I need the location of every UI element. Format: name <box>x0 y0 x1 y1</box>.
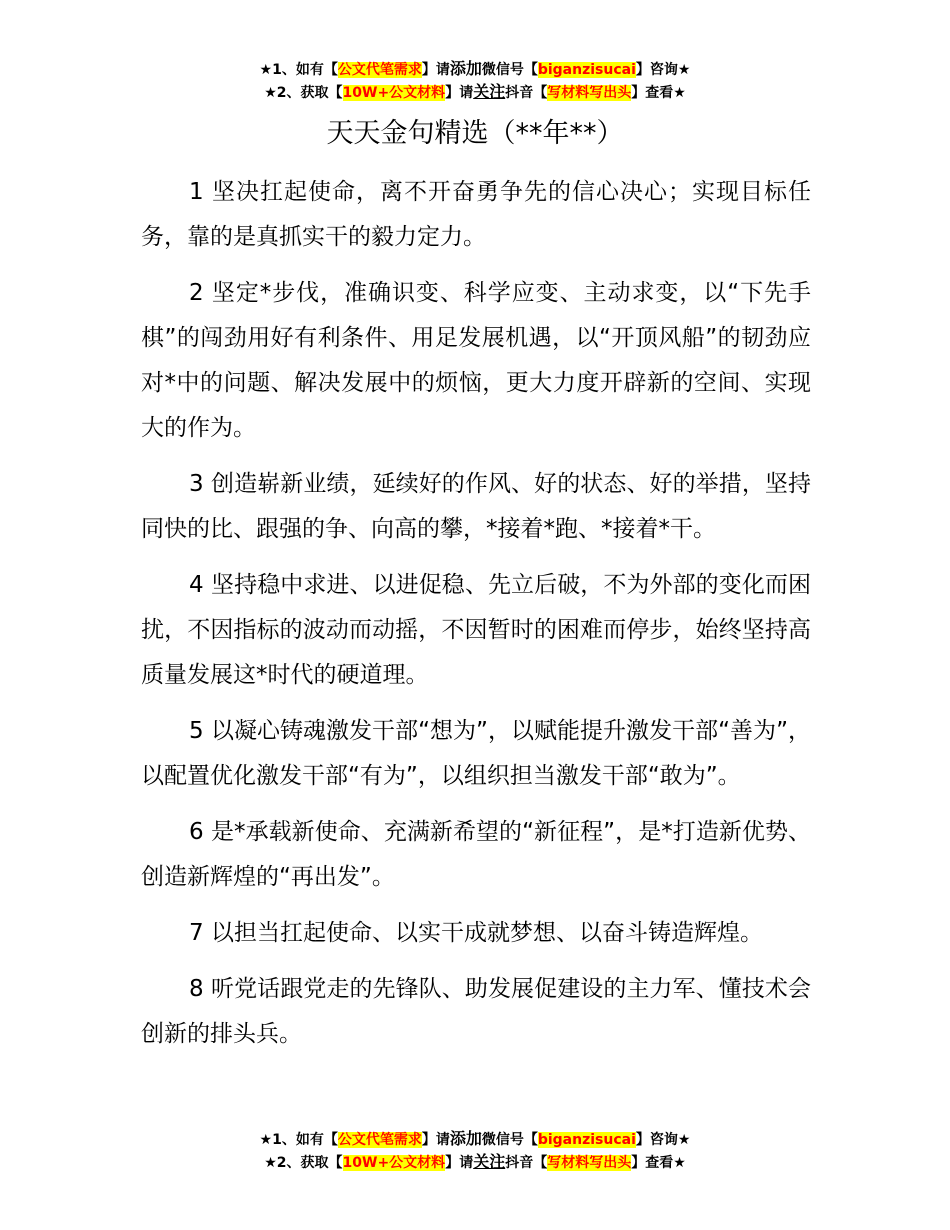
ad-line-2-bracket-right: 】 <box>445 85 460 101</box>
footer-ad-line-1-text: 请 <box>435 1132 450 1148</box>
document-body <box>141 170 811 1068</box>
paragraph-3: 3 创造崭新业绩，延续好的作风、好的状态、好的举措，坚持同快的比、跟强的争、向高的攀，*接着*跑、*接着*干。 <box>141 471 811 542</box>
ad-line-2-bracket-left-2: 【 <box>533 85 548 101</box>
footer-ad-line-1-highlight-service: 公文代笔需求 <box>337 1132 422 1148</box>
ad-line-2-bracket-left: 【 <box>328 85 343 101</box>
footer-ad-line-1 <box>0 1128 950 1151</box>
ad-line-1-bracket-right: 】 <box>421 62 436 78</box>
footer-ad-line-2 <box>0 1151 950 1174</box>
paragraph-2: 2 坚定*步伐，准确识变、科学应变、主动求变，以“下先手棋”的闯劲用好有利条件、用足发展机遇，以“开顶风船”的韧劲应对*中的问题、解决发展中的烦恼，更大力度开辟新的空间、实现大的作为。 <box>141 280 811 441</box>
footer-ad-line-2-emphasis: 关注 <box>473 1152 506 1171</box>
paragraph-7: 7 以担当扛起使命、以实干成就梦想、以奋斗铸造辉煌。 <box>189 920 763 946</box>
footer-ad-line-2-prefix: ★2、获取 <box>264 1155 329 1171</box>
ad-line-2 <box>0 81 950 104</box>
ad-line-1-highlight-service: 公文代笔需求 <box>337 62 422 78</box>
footer-ad-line-1-text-2: 微信号 <box>481 1132 524 1148</box>
ad-line-1-bracket-left-2: 【 <box>523 62 538 78</box>
paragraph-5: 5 以凝心铸魂激发干部“想为”，以赋能提升激发干部“善为”，以配置优化激发干部“有为”，以组织担当激发干部“敢为”。 <box>141 718 811 789</box>
footer-ad-line-2-bracket-right: 】 <box>445 1155 460 1171</box>
ad-line-1-bracket-right-2: 】 <box>635 62 650 78</box>
ad-line-2-emphasis: 关注 <box>473 82 506 101</box>
ad-line-1-bracket-left: 【 <box>323 62 338 78</box>
footer-ad-line-1-tail: 咨询★ <box>649 1132 691 1148</box>
footer-ad-line-2-bracket-right-2: 】 <box>631 1155 646 1171</box>
ad-line-1-prefix: ★1、如有 <box>259 62 324 78</box>
document-title: 天天金句精选（**年**） <box>326 118 624 149</box>
footer-ad-line-1-highlight-wechat-id: biganzisucai <box>537 1132 636 1148</box>
ad-line-2-highlight-account: 写材料写出头 <box>547 85 632 101</box>
ad-line-1-text: 请 <box>435 62 450 78</box>
ad-line-2-prefix: ★2、获取 <box>264 85 329 101</box>
footer-ad-line-2-bracket-left-2: 【 <box>533 1155 548 1171</box>
footer-ad-line-2-text: 请 <box>459 1155 474 1171</box>
ad-line-1-emphasis: 添加 <box>449 59 482 78</box>
ad-line-1-highlight-wechat-id: biganzisucai <box>537 62 636 78</box>
footer-ad-line-1-bracket-right: 】 <box>421 1132 436 1148</box>
footer-ad-line-2-text-2: 抖音 <box>505 1155 534 1171</box>
footer-ad-line-1-bracket-right-2: 】 <box>635 1132 650 1148</box>
footer-ad-line-2-highlight-materials: 10W+公文材料 <box>342 1155 446 1171</box>
ad-line-2-bracket-right-2: 】 <box>631 85 646 101</box>
ad-line-1-text-2: 微信号 <box>481 62 524 78</box>
footer-ad-line-1-emphasis: 添加 <box>449 1129 482 1148</box>
paragraph-4: 4 坚持稳中求进、以进促稳、先立后破，不为外部的变化而困扰，不因指标的波动而动摇，不因暂时的困难而停步，始终坚持高质量发展这*时代的硬道理。 <box>141 572 811 688</box>
ad-line-2-text: 请 <box>459 85 474 101</box>
ad-line-1 <box>0 58 950 81</box>
footer-ad-line-2-highlight-account: 写材料写出头 <box>547 1155 632 1171</box>
ad-line-1-tail: 咨询★ <box>649 62 691 78</box>
paragraph-1: 1 坚决扛起使命，离不开奋勇争先的信心决心；实现目标任务，靠的是真抓实干的毅力定力。 <box>141 179 811 250</box>
footer-ad-line-1-bracket-left: 【 <box>323 1132 338 1148</box>
paragraph-8: 8 听党话跟党走的先锋队、助发展促建设的主力军、懂技术会创新的排头兵。 <box>141 976 811 1047</box>
ad-line-2-tail: 查看★ <box>645 85 686 101</box>
footer-ad-block <box>0 1128 950 1174</box>
footer-ad-line-1-prefix: ★1、如有 <box>259 1132 324 1148</box>
footer-ad-line-1-bracket-left-2: 【 <box>523 1132 538 1148</box>
ad-line-2-text-2: 抖音 <box>505 85 534 101</box>
header-ad-block <box>0 58 950 104</box>
footer-ad-line-2-bracket-left: 【 <box>328 1155 343 1171</box>
paragraph-6: 6 是*承载新使命、充满新希望的“新征程”，是*打造新优势、创造新辉煌的“再出发”。 <box>141 819 811 890</box>
ad-line-2-highlight-materials: 10W+公文材料 <box>342 85 446 101</box>
footer-ad-line-2-tail: 查看★ <box>645 1155 686 1171</box>
